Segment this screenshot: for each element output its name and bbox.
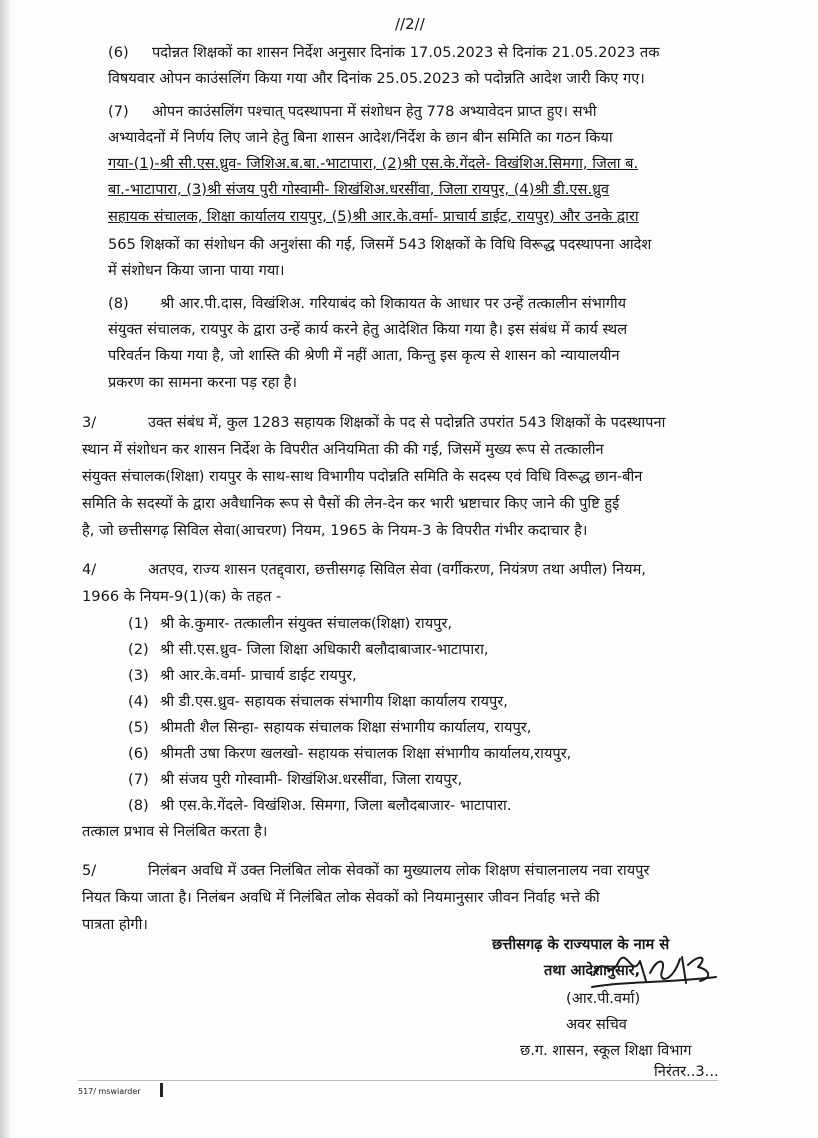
footer-bar — [160, 1083, 163, 1097]
para-8-line-1: श्री आर.पी.दास, विखंशिअ. गरियाबंद को शिकायत के आधार पर उन्हें तत्कालीन संभागीय — [160, 295, 627, 312]
section-3-line-1: उक्त संबंध में, कुल 1283 सहायक शिक्षकों के पद से पदोन्नति उपरांत 543 शिक्षकों के पदस्थापना — [148, 414, 666, 431]
para-7-line-3: गया-(1)-श्री सी.एस.ध्रुव- जिशिअ.ब.बा.-भाटापारा, (2)श्री एस.के.गेंदले- विखंशिअ.सिमगा, जिला ब. — [108, 155, 639, 172]
para-8-line-2: संयुक्त संचालक, रायपुर के द्वारा उन्हें कार्य करने हेतु आदेशित किया गया है। इस संबंध में कार्य स्थल — [108, 321, 628, 338]
section-5-number: 5/ — [82, 862, 97, 879]
section-5-line-3: पात्रता होगी। — [82, 916, 148, 933]
section-4-line-2: 1966 के नियम-9(1)(क) के तहत - — [82, 588, 282, 605]
para-7-number: (7) — [108, 103, 129, 120]
page-number-header: //2// — [395, 15, 425, 33]
footer-code: 517/ mswiarder — [78, 1087, 141, 1096]
list-item-text: श्री आर.के.वर्मा- प्राचार्य डाईट रायपुर, — [160, 667, 357, 684]
para-8-number: (8) — [108, 295, 129, 312]
signature-line-2: तथा आदेशानुसार, — [544, 962, 641, 979]
para-7-line-2: अभ्यावेदनों में निर्णय लिए जाने हेतु बिना शासन आदेश/निर्देश के छान बीन समिति का गठन किया — [108, 129, 613, 146]
section-4-number: 4/ — [82, 561, 97, 578]
para-7-line-5: सहायक संचालक, शिक्षा कार्यालय रायपुर, (5)श्री आर.के.वर्मा- प्राचार्य डाईट, रायपुर) और उनके द्वारा — [108, 208, 639, 225]
section-4-line-1: अतएव, राज्य शासन एतद्द्वारा, छत्तीसगढ़ सिविल सेवा (वर्गीकरण, नियंत्रण तथा अपील) नियम, — [148, 561, 646, 578]
list-item-text: श्रीमती शैल सिन्हा- सहायक संचालक शिक्षा संभागीय कार्यालय, रायपुर, — [160, 719, 532, 736]
para-6-number: (6) — [108, 44, 129, 61]
list-item-text: श्रीमती उषा किरण खलखो- सहायक संचालक शिक्षा संभागीय कार्यालय,रायपुर, — [160, 745, 572, 762]
para-6-line-2: विषयवार ओपन काउंसलिंग किया गया और दिनांक 25.05.2023 को पदोन्नति आदेश जारी किए गए। — [108, 70, 645, 87]
list-item-number: (8) — [128, 797, 149, 814]
para-7-line-4: बा.-भाटापारा, (3)श्री संजय पुरी गोस्वामी- शिखंशिअ.धरसींवा, जिला रायपुर, (4)श्री डी.एस.ध्रुव — [108, 181, 610, 198]
list-item-number: (4) — [128, 693, 149, 710]
section-3-line-4: समिति के सदस्यों के द्वारा अवैधानिक रूप से पैसों की लेन-देन कर भारी भ्रष्टाचार किए जाने की पुष्टि हुई — [82, 495, 620, 512]
para-6-line-1: पदोन्नत शिक्षकों का शासन निर्देश अनुसार दिनांक 17.05.2023 से दिनांक 21.05.2023 तक — [152, 44, 660, 61]
section-3-line-3: संयुक्त संचालक(शिक्षा) रायपुर के साथ-साथ विभागीय पदोन्नति समिति के सदस्य एवं विधि विरूद्ध छान-बीन — [82, 468, 643, 485]
section-4-closing: तत्काल प्रभाव से निलंबित करता है। — [82, 823, 268, 840]
section-3-line-5: है, जो छत्तीसगढ़ सिविल सेवा(आचरण) नियम, 1965 के नियम-3 के विपरीत गंभीर कदाचार है। — [82, 522, 588, 539]
signatory-department: छ.ग. शासन, स्कूल शिक्षा विभाग — [520, 1042, 692, 1059]
list-item-text: श्री डी.एस.ध्रुव- सहायक संचालक संभागीय शिक्षा कार्यालय रायपुर, — [160, 693, 508, 710]
section-3-number: 3/ — [82, 414, 97, 431]
section-3-line-2: स्थान में संशोधन कर शासन निर्देश के विपरीत अनियमिता की की गई, जिसमें मुख्य रूप से तत्कालीन — [82, 441, 604, 458]
section-5-line-1: निलंबन अवधि में उक्त निलंबित लोक सेवकों का मुख्यालय लोक शिक्षण संचालनालय नवा रायपुर — [148, 862, 650, 879]
list-item-number: (3) — [128, 667, 149, 684]
scan-edge-shadow — [0, 0, 10, 1138]
footer-rule — [78, 1080, 718, 1081]
signatory-designation: अवर सचिव — [566, 1016, 627, 1033]
section-5-line-2: नियत किया जाता है। निलंबन अवधि में निलंबित लोक सेवकों को नियमानुसार जीवन निर्वाह भत्ते की — [82, 889, 600, 906]
list-item-number: (6) — [128, 745, 149, 762]
list-item-number: (2) — [128, 641, 149, 658]
para-7-line-7: में संशोधन किया जाना पाया गया। — [108, 262, 285, 279]
list-item-text: श्री संजय पुरी गोस्वामी- शिखंशिअ.धरसींवा, जिला रायपुर, — [160, 771, 463, 788]
list-item-number: (1) — [128, 615, 149, 632]
signatory-name: (आर.पी.वर्मा) — [566, 990, 641, 1007]
para-8-line-4: प्रकरण का सामना करना पड़ रहा है। — [108, 374, 298, 391]
continued-marker: निरंतर..3... — [654, 1063, 719, 1080]
list-item-text: श्री एस.के.गेंदले- विखंशिअ. सिमगा, जिला बलौदबाजार- भाटापारा. — [160, 797, 512, 814]
handwritten-signature — [588, 935, 728, 995]
list-item-text: श्री सी.एस.ध्रुव- जिला शिक्षा अधिकारी बलौदाबाजार-भाटापारा, — [160, 641, 489, 658]
signature-line-1: छत्तीसगढ़ के राज्यपाल के नाम से — [492, 936, 670, 953]
para-7-line-1: ओपन काउंसलिंग पश्चात् पदस्थापना में संशोधन हेतु 778 अभ्यावेदन प्राप्त हुए। सभी — [152, 103, 597, 120]
list-item-number: (5) — [128, 719, 149, 736]
para-8-line-3: परिवर्तन किया गया है, जो शास्ति की श्रेणी में नहीं आता, किन्तु इस कृत्य से शासन को न्यायालयीन — [108, 347, 620, 364]
list-item-text: श्री के.कुमार- तत्कालीन संयुक्त संचालक(शिक्षा) रायपुर, — [160, 615, 453, 632]
list-item-number: (7) — [128, 771, 149, 788]
para-7-line-6: 565 शिक्षकों का संशोधन की अनुशंसा की गई, जिसमें 543 शिक्षकों के विधि विरूद्ध पदस्थापना आदेश — [108, 236, 652, 253]
